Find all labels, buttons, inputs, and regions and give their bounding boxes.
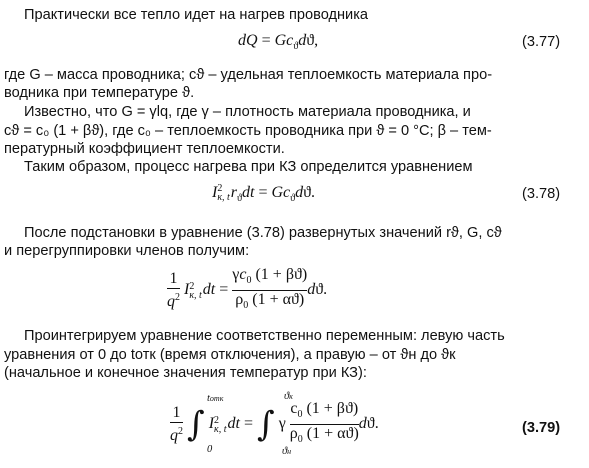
lower-limit-right: ϑн xyxy=(282,446,292,457)
paragraph-line-10: Проинтегрируем уравнение соответственно переменным: левую часть xyxy=(24,328,505,344)
paragraph-line-2: где G – масса проводника; cϑ – удельная теплоемкость материала про- xyxy=(4,67,493,83)
equation-number-3-77: (3.77) xyxy=(522,34,561,50)
paragraph-line-12: (начальное и конечное значения температур при КЗ): xyxy=(4,365,367,381)
equation-number-3-79: (3.79) xyxy=(522,420,561,436)
equation-number-3-78: (3.78) xyxy=(522,186,561,202)
paragraph-line-4: Известно, что G = γlq, где γ – плотность материала проводника, и xyxy=(24,104,471,120)
integral-sign-left: ∫ xyxy=(187,404,205,445)
upper-limit-left: tотк xyxy=(207,393,224,404)
equation-3-78: I 2 к, t $r_ϑdt = Gc_ϑdϑ$. xyxy=(212,183,315,204)
integral-sign-right: ∫ xyxy=(257,404,275,445)
paragraph-line-11: уравнения от 0 до tотк (время отключения), а правую – от ϑн до ϑк xyxy=(4,347,456,363)
equation-substituted: $\frac{1}{q^2}$ I 2 к, t dt = $\frac{\gamma c_0 (1 + \beta ϑ)}{\rho_0 (1 + \alpha ϑ)}$ dϑ. xyxy=(167,266,327,315)
paragraph-line-7: Таким образом, процесс нагрева при КЗ определится уравнением xyxy=(24,159,473,175)
paragraph-line-6: пературный коэффициент теплоемкости. xyxy=(4,141,285,157)
equation-3-79: $\frac{1}{q^2}$ ∫ I 2 к, t dt = ∫ γ $\frac{c_0 (1 + \beta ϑ)}{\rho_0 (1 + \alpha ϑ)}$ dϑ. xyxy=(170,400,379,449)
upper-limit-right: ϑк xyxy=(284,391,293,402)
paragraph-line-9: и перегруппировки членов получим: xyxy=(4,243,250,259)
paragraph-line-5: cϑ = c₀ (1 + βϑ), где c₀ – теплоемкость проводника при ϑ = 0 °C; β – тем- xyxy=(4,123,492,139)
paragraph-line-8: После подстановки в уравнение (3.78) развернутых значений rϑ, G, cϑ xyxy=(24,225,502,241)
lower-limit-left: 0 xyxy=(207,444,213,455)
paragraph-line-3: водника при температуре ϑ. xyxy=(4,85,195,101)
paragraph-line-1: Практически все тепло идет на нагрев проводника xyxy=(24,7,369,23)
equation-3-77: dQ = $Gc_ϑdϑ$, xyxy=(238,32,319,52)
